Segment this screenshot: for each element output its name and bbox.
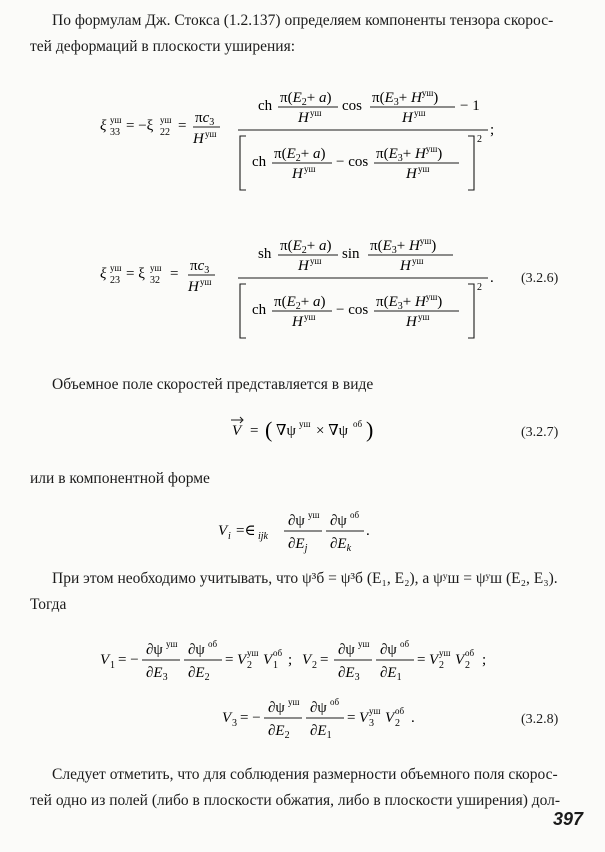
svg-text:об: об (395, 706, 405, 716)
svg-text:=: = (417, 652, 426, 668)
svg-text:π(E2+ a): $\pi(E_2+ a)$ (274, 294, 326, 312)
svg-text:= −ξ: = −ξ (126, 118, 154, 134)
svg-text:= ξ: = ξ (126, 266, 145, 282)
svg-text:32: 32 (150, 275, 160, 286)
svg-text:(: ( (265, 417, 273, 442)
svg-text:=: = (250, 423, 259, 439)
svg-text:уш: уш (418, 164, 430, 174)
svg-text:i: i (228, 531, 231, 542)
svg-text:уш: уш (369, 706, 381, 716)
svg-text:уш: уш (310, 256, 322, 266)
svg-text:ch: ch (258, 98, 273, 114)
svg-text:уш: уш (304, 312, 316, 322)
svg-text:уш: уш (160, 115, 172, 125)
svg-text:∂E3: $\partial E_3$ (146, 665, 168, 683)
svg-text:∂ψ: ∂ψ (188, 642, 205, 658)
svg-text:;: ; (482, 652, 487, 668)
paragraph-consider (30, 566, 590, 618)
svg-text:3: 3 (232, 718, 237, 729)
svg-text:22: 22 (160, 127, 170, 138)
svg-text:π(E3+ Hуш): $\pi(E_3+ H^{уш})$ (370, 236, 437, 256)
svg-text:∂ψ: ∂ψ (380, 642, 397, 658)
svg-text:=: = (178, 118, 187, 134)
svg-text:∇ψ: ∇ψ (276, 423, 296, 439)
svg-text:уш: уш (304, 164, 316, 174)
paragraph-note-line2: тей одно из полей (либо в плоскости обжатия, либо в плоскости уширения) дол- (30, 792, 561, 809)
svg-text:H: H (292, 314, 303, 330)
svg-text:πc3: $\pi c_3$ (195, 110, 215, 128)
svg-text:.: . (366, 523, 370, 539)
svg-text:2: 2 (395, 718, 400, 729)
formula-v3 (0, 692, 605, 747)
svg-text:ch: ch (252, 302, 267, 318)
svg-text:;: ; (490, 122, 495, 138)
paragraph-component-form (30, 466, 590, 492)
svg-text:− cos: − cos (336, 302, 369, 318)
svg-text:V: V (222, 710, 232, 726)
svg-text:1: 1 (110, 660, 115, 671)
svg-text:уш: уш (205, 129, 217, 139)
page-number: 397 (552, 809, 583, 829)
svg-text:уш: уш (150, 263, 162, 273)
svg-text:∂E1: $\partial E_1$ (310, 723, 332, 741)
svg-text:V: V (232, 423, 242, 439)
svg-text:2: 2 (477, 134, 482, 145)
svg-text:об: об (353, 419, 363, 429)
svg-text:3: 3 (369, 718, 374, 729)
formula-v1-v2 (0, 632, 605, 692)
equation-number-2: (3.2.7) (521, 425, 559, 440)
svg-text:уш: уш (110, 263, 122, 273)
svg-text:33: 33 (110, 127, 120, 138)
svg-text:уш: уш (418, 312, 430, 322)
svg-text:V: V (455, 652, 465, 668)
svg-text:ξ: ξ (100, 266, 107, 282)
svg-text:π(E2+ a): $\pi(E_2+ a)$ (280, 90, 332, 108)
sup-ysh: уш (110, 115, 122, 125)
paragraph-consider-line1: При этом необходимо учитывать, что ψ³б = ψ³б (E₁, E₂), а ψʸш = ψʸш (E₂, E₃). (52, 570, 558, 587)
svg-text:уш: уш (308, 510, 320, 520)
paragraph-intro-line2: тей деформаций в плоскости уширения: (30, 38, 296, 55)
equation-number-3: (3.2.8) (521, 712, 559, 727)
svg-text:∂ψ: ∂ψ (310, 700, 327, 716)
svg-text:уш: уш (310, 108, 322, 118)
svg-text:∂E1: $\partial E_1$ (380, 665, 402, 683)
svg-text:V: V (263, 652, 273, 668)
svg-text:∂ψ: ∂ψ (146, 642, 163, 658)
svg-text:2: 2 (477, 282, 482, 293)
svg-text:уш: уш (288, 697, 300, 707)
svg-text:ch: ch (252, 154, 267, 170)
svg-text:V: V (302, 652, 312, 668)
formula-velocity-components (0, 505, 605, 560)
svg-text:уш: уш (299, 419, 311, 429)
svg-text:cos: cos (342, 98, 362, 114)
svg-text:∂Ek: $\partial E_k$ (330, 536, 352, 554)
svg-text:∂ψ: ∂ψ (268, 700, 285, 716)
svg-text:=∈: =∈ (236, 523, 256, 539)
svg-text:V: V (385, 710, 395, 726)
svg-text:.: . (490, 270, 494, 286)
svg-text:∂E2: $\partial E_2$ (268, 723, 290, 741)
paragraph-note-line1: Следует отметить, что для соблюдения размерности объемного поля скорос- (52, 766, 558, 783)
svg-text:H: H (292, 166, 303, 182)
svg-text:2: 2 (439, 660, 444, 671)
svg-text:− 1: − 1 (460, 98, 480, 114)
svg-text:πc3: $\pi c_3$ (190, 258, 210, 276)
svg-text:уш: уш (166, 639, 178, 649)
paragraph-consider-line2: Тогда (30, 596, 67, 613)
svg-text:уш: уш (247, 648, 259, 658)
svg-text:= −: = − (118, 652, 139, 668)
svg-text:=: = (347, 710, 356, 726)
svg-text:V: V (100, 652, 110, 668)
svg-text:об: об (208, 639, 218, 649)
svg-text:V: V (237, 652, 247, 668)
svg-text:∂E2: $\partial E_2$ (188, 665, 210, 683)
svg-text:V: V (429, 652, 439, 668)
paragraph-volume-field-text: Объемное поле скоростей представляется в виде (52, 376, 374, 393)
svg-text:sin: sin (342, 246, 360, 262)
svg-text:π(E3+ Hуш): $\pi(E_3+ H^{уш})$ (376, 144, 443, 164)
svg-text:об: об (350, 510, 360, 520)
svg-text:уш: уш (412, 256, 424, 266)
svg-text:об: об (400, 639, 410, 649)
paragraph-volume-field (30, 372, 590, 398)
paragraph-intro-line1: По формулам Дж. Стокса (1.2.137) определяем компоненты тензора скорос- (52, 12, 554, 29)
svg-text:об: об (273, 648, 283, 658)
svg-text:∂ψ: ∂ψ (288, 513, 305, 529)
svg-text:π(E2+ a): $\pi(E_2+ a)$ (274, 146, 326, 164)
svg-text:∂Ej: $\partial E_j$ (288, 536, 308, 554)
svg-text:sh: sh (258, 246, 272, 262)
svg-text:.: . (411, 710, 415, 726)
svg-text:H: H (400, 258, 411, 274)
svg-text:23: 23 (110, 275, 120, 286)
svg-text:уш: уш (358, 639, 370, 649)
svg-text:2: 2 (465, 660, 470, 671)
svg-text:ξ: ξ (100, 118, 107, 134)
svg-text:V: V (218, 523, 228, 539)
svg-text:H: H (188, 279, 199, 295)
paragraph-component-form-text: или в компонентной форме (30, 470, 210, 487)
svg-text:2: 2 (247, 660, 252, 671)
formula-xi23 (0, 228, 605, 353)
svg-text:=: = (225, 652, 234, 668)
svg-text:уш: уш (414, 108, 426, 118)
equation-number-1: (3.2.6) (521, 271, 559, 286)
svg-text:− cos: − cos (336, 154, 369, 170)
svg-text:= −: = − (240, 710, 261, 726)
svg-text:∂ψ: ∂ψ (338, 642, 355, 658)
svg-text:об: об (330, 697, 340, 707)
svg-text:π(E3+ Hуш): $\pi(E_3+ H^{уш})$ (376, 292, 443, 312)
svg-text:H: H (193, 131, 204, 147)
svg-text:): ) (366, 417, 374, 442)
svg-text:H: H (298, 258, 309, 274)
svg-text:H: H (406, 166, 417, 182)
svg-text:H: H (406, 314, 417, 330)
svg-text:2: 2 (312, 660, 317, 671)
svg-text:∂E3: $\partial E_3$ (338, 665, 360, 683)
svg-text:;: ; (288, 652, 293, 668)
paragraph-note (30, 762, 590, 814)
svg-text:1: 1 (273, 660, 278, 671)
svg-text:× ∇ψ: × ∇ψ (316, 423, 349, 439)
svg-text:уш: уш (200, 277, 212, 287)
svg-text:π(E2+ a): $\pi(E_2+ a)$ (280, 238, 332, 256)
svg-text:=: = (170, 266, 179, 282)
svg-text:V: V (359, 710, 369, 726)
paragraph-intro (30, 8, 590, 60)
svg-text:уш: уш (439, 648, 451, 658)
svg-text:ijk: ijk (258, 531, 268, 542)
svg-text:∂ψ: ∂ψ (330, 513, 347, 529)
formula-velocity-vector (0, 410, 605, 450)
svg-text:об: об (465, 648, 475, 658)
svg-text:H: H (298, 110, 309, 126)
svg-text:π(E3+ Hуш): $\pi(E_3+ H^{уш})$ (372, 88, 439, 108)
svg-text:H: H (402, 110, 413, 126)
svg-text:=: = (320, 652, 329, 668)
formula-xi33 (0, 80, 605, 205)
